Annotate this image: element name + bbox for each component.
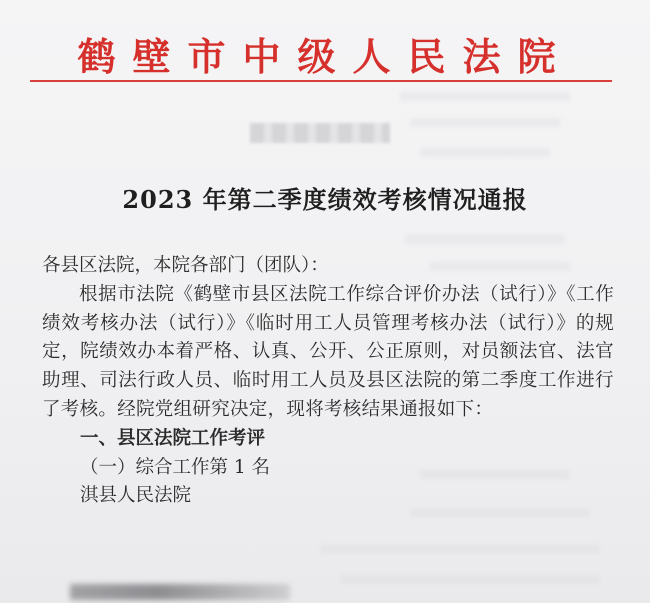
bleed-through-line <box>420 148 550 157</box>
document-title: 2023 年第二季度绩效考核情况通报 <box>122 185 528 214</box>
ranked-court-item: 淇县人民法院 <box>80 485 192 507</box>
main-paragraph: 根据市法院《鹤壁市县区法院工作综合评价办法（试行）》《工作绩效考核办法（试行）》《临时用工人员管理考核办法（试行）》的规定，院绩效办本着严格、认真、公开、公正原则，对员额法官、法官助理、司法行政人员、临时用工人员及县区法院的第二季度工作进行了考核。经院党组研究决定，现将考核结果通报如下： <box>42 283 614 420</box>
salutation: 各县区法院，本院各部门（团队）： <box>42 255 329 276</box>
section-heading: 一、县区法院工作考评 <box>80 427 266 449</box>
redacted-document-number <box>250 123 390 143</box>
cut-off-text-line <box>70 584 290 600</box>
court-name-header: 鹤壁市中级人民法院 <box>77 34 573 79</box>
subsection-heading: （一）综合工作第 1 名 <box>80 456 271 478</box>
bleed-through-line <box>410 118 560 127</box>
bleed-through-line <box>405 235 565 244</box>
document-body <box>42 252 614 511</box>
bleed-through-line <box>320 545 600 554</box>
bleed-through-line <box>340 575 600 584</box>
bleed-through-line <box>400 92 570 101</box>
header-red-rule <box>30 80 612 82</box>
